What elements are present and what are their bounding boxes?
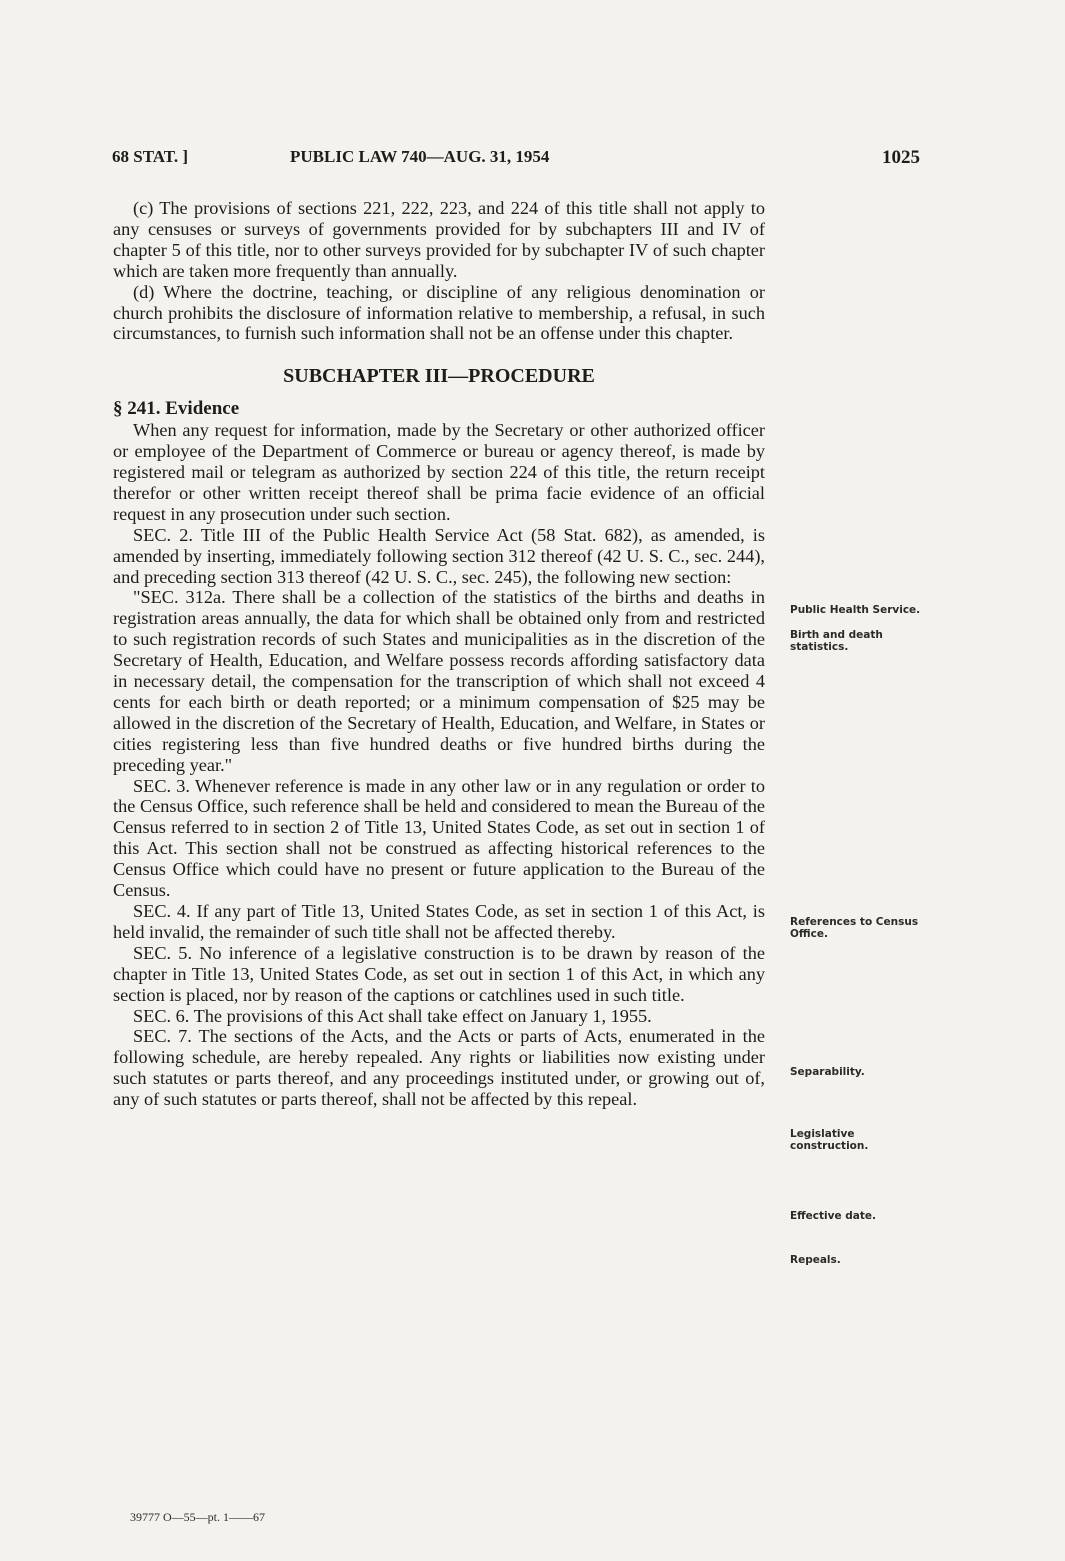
sec-312a-paragraph: "SEC. 312a. There shall be a collection of the statistics of the births and deaths in registration areas annually, the data for which shall be obtained only from and restricted to such registration records of such States and municipalities as in the discretion of the Secretary of Health, Education, and Welfare possess records affording satisfactory data in necessary detail, the compensation for the transcription of which shall not exceed 4 cents for each birth or death reported; or a minimum compensation of $25 may be allowed in the discretion of the Secretary of Health, Education, and Welfare, in States or cities registering less than five hundred deaths or five hundred births during the preceding year." bbox=[113, 587, 765, 775]
section-241-text: When any request for information, made by the Secretary or other authorized officer or employee of the Department of Commerce or bureau or agency thereof, is made by registered mail or telegram as authorized by section 224 of this title, the return receipt therefor or other written receipt thereof shall be prima facie evidence of an official request in any prosecution under such section. bbox=[113, 420, 765, 524]
paragraph-c: (c) The provisions of sections 221, 222, 223, and 224 of this title shall not apply to any censuses or surveys of governments provided for by subchapters III and IV of chapter 5 of this title, nor to other surveys provided for by subchapter IV of such chapter which are taken more frequently than annually. bbox=[113, 198, 765, 281]
margin-note-birth-death: Birth and death statistics. bbox=[790, 629, 883, 653]
sec-4-paragraph: SEC. 4. If any part of Title 13, United States Code, as set in section 1 of this Act, is held invalid, the remainder of such title shall not be affected thereby. bbox=[113, 901, 765, 942]
volume-reference: 68 STAT. ] bbox=[112, 147, 189, 166]
margin-note-repeals: Repeals. bbox=[790, 1254, 841, 1266]
paragraph-d: (d) Where the doctrine, teaching, or discipline of any religious denomination or church prohibits the disclosure of information relative to membership, a refusal, in such circumstances, to furnish such information shall not be an offense under this chapter. bbox=[113, 281, 765, 344]
page-number: 1025 bbox=[882, 147, 920, 168]
sec-5-paragraph: SEC. 5. No inference of a legislative construction is to be drawn by reason of the chapter in Title 13, United States Code, as set out in section 1 of this Act, in which any section is placed, nor by reason of the captions or catchlines used in such title. bbox=[113, 942, 765, 1005]
body-text bbox=[113, 198, 765, 1110]
margin-note-references: References to Census Office. bbox=[790, 916, 919, 940]
margin-note-separability: Separability. bbox=[790, 1066, 865, 1078]
subchapter-heading: SUBCHAPTER III—PROCEDURE bbox=[283, 365, 595, 388]
margin-note-legislative: Legislative construction. bbox=[790, 1128, 869, 1152]
sec-6-paragraph: SEC. 6. The provisions of this Act shall take effect on January 1, 1955. bbox=[133, 1005, 652, 1026]
sec-7-paragraph: SEC. 7. The sections of the Acts, and the Acts or parts of Acts, enumerated in the following schedule, are hereby repealed. Any rights or liabilities now existing under such statutes or parts thereof, and any proceedings instituted under, or growing out of, any of such statutes or parts thereof, shall not be affected by this repeal. bbox=[113, 1026, 765, 1110]
sec-2-paragraph: SEC. 2. Title III of the Public Health Service Act (58 Stat. 682), as amended, is amended by inserting, immediately following section 312 thereof (42 U. S. C., sec. 244), and preceding section 313 thereof (42 U. S. C., sec. 245), the following new section: bbox=[113, 524, 765, 587]
margin-note-public-health: Public Health Service. bbox=[790, 604, 921, 616]
law-title: PUBLIC LAW 740—AUG. 31, 1954 bbox=[290, 147, 550, 166]
margin-note-effective: Effective date. bbox=[790, 1210, 876, 1222]
print-code-footer: 39777 O—55—pt. 1——67 bbox=[130, 1510, 265, 1524]
running-header bbox=[112, 147, 920, 173]
sec-3-paragraph: SEC. 3. Whenever reference is made in any other law or in any regulation or order to the Census Office, such reference shall be held and considered to mean the Bureau of the Census referred to in section 2 of Title 13, United States Code, as set out in section 1 of this Act. This section shall not be construed as affecting historical references to the Census Office which could have no present or future application to the Bureau of the Census. bbox=[113, 775, 765, 901]
section-241-heading: § 241. Evidence bbox=[113, 398, 240, 420]
